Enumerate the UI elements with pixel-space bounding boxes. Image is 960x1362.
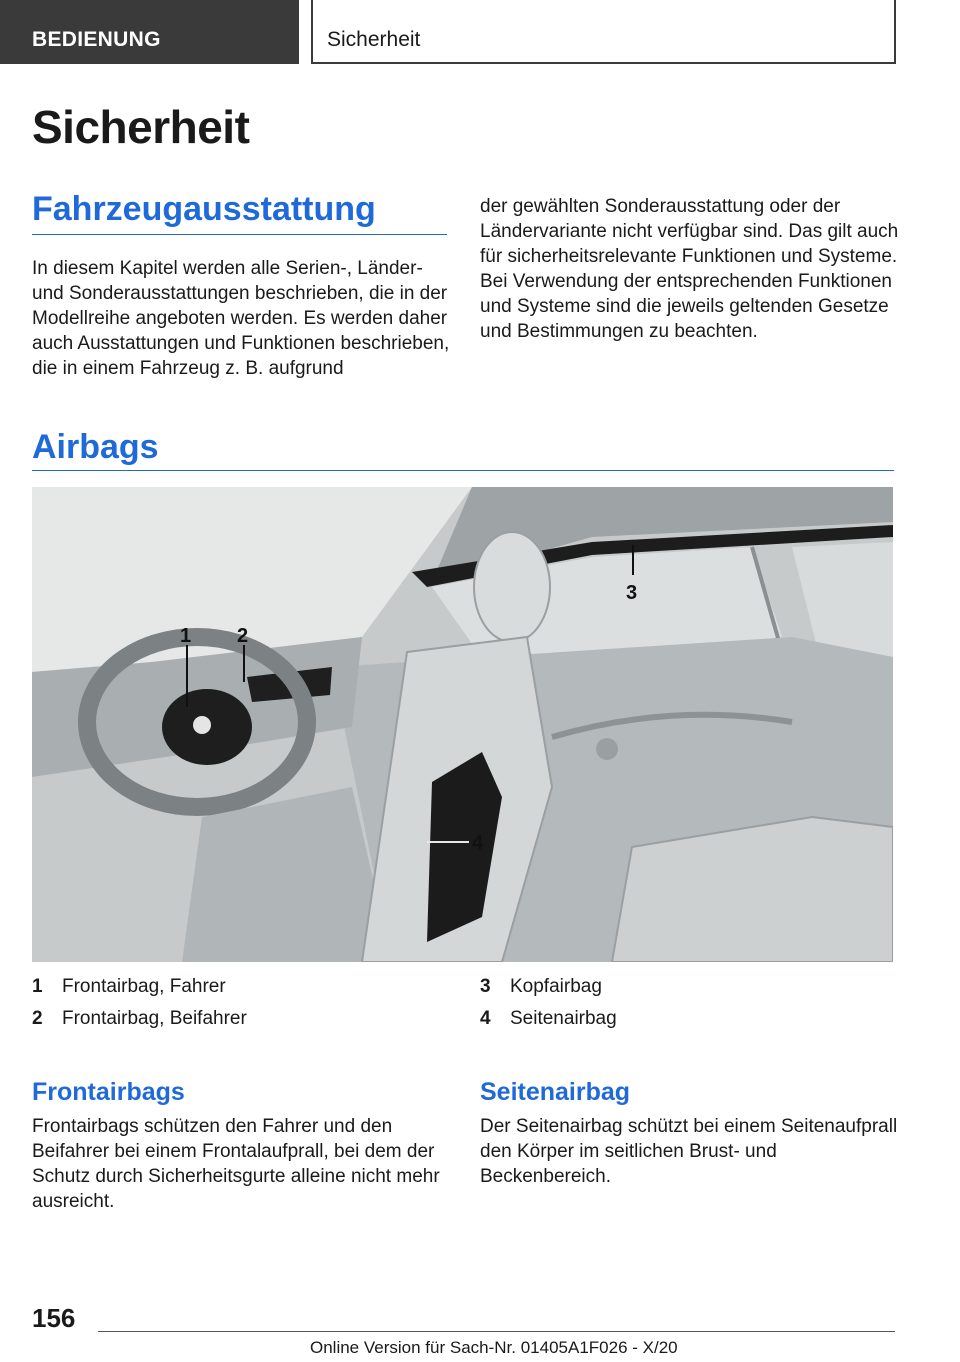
heading-seitenairbag: Seitenairbag: [480, 1078, 631, 1106]
airbag-illustration: [32, 487, 893, 962]
callout-4: 4: [472, 832, 484, 854]
paragraph-frontairbags: Frontairbags schützen den Fahrer und den Beifahrer bei einem Frontalaufprall, bei dem der Schutz durch Sicherheitsgurte alleine nicht mehr ausreicht.: [32, 1116, 440, 1212]
heading-rule: [32, 470, 894, 471]
footer-version-text: Online Version für Sach-Nr. 01405A1F026 - X/20: [310, 1338, 678, 1357]
paragraph-fahrzeugausstattung-right: der gewählten Sonderausstattung oder der Ländervariante nicht verfügbar sind. Das gilt auch für sicherheitsrelevante Funktionen und Systeme. Bei Verwendung der entsprechenden Funktionen und Systeme sind die jeweils geltenden Gesetze und Bestimmungen zu beachten.: [480, 196, 899, 342]
legend-number: 3: [480, 976, 491, 997]
car-interior-drawing: [32, 487, 893, 962]
callout-3: 3: [626, 582, 638, 604]
legend-label: Frontairbag, Fahrer: [62, 976, 226, 997]
callout-1: 1: [180, 625, 192, 647]
paragraph-seitenairbag: Der Seitenairbag schützt bei einem Seitenaufprall den Körper im seitlichen Brust- und Beckenbereich.: [480, 1116, 898, 1187]
heading-fahrzeugausstattung: Fahrzeugausstattung: [32, 190, 376, 228]
legend-label: Frontairbag, Beifahrer: [62, 1008, 247, 1029]
legend-number: 1: [32, 976, 43, 997]
section-label: Sicherheit: [327, 28, 421, 51]
page-title: Sicherheit: [32, 101, 250, 153]
chapter-tab: [0, 0, 299, 64]
logo-badge: [193, 716, 211, 734]
legend-label: Kopfairbag: [510, 976, 602, 997]
chapter-label: BEDIENUNG: [32, 28, 161, 51]
footer-rule: [98, 1331, 895, 1332]
legend-number: 2: [32, 1008, 43, 1029]
page-number: 156: [32, 1303, 76, 1333]
section-header: [311, 0, 896, 64]
heading-rule: [32, 234, 447, 235]
callout-2: 2: [237, 625, 249, 647]
paragraph-fahrzeugausstattung-left: In diesem Kapitel werden alle Serien-, Länder- und Sonderausstattungen beschrieben, die in der Modellreihe angeboten werden. Es werden daher auch Ausstattungen und Funktionen beschrieben, die in einem Fahrzeug z. B. aufgrund: [32, 258, 450, 379]
heading-frontairbags: Frontairbags: [32, 1078, 185, 1106]
heading-airbags: Airbags: [32, 428, 159, 466]
legend-label: Seitenairbag: [510, 1008, 617, 1029]
seat-headrest: [474, 532, 550, 642]
legend-number: 4: [480, 1008, 491, 1029]
speaker: [596, 738, 618, 760]
